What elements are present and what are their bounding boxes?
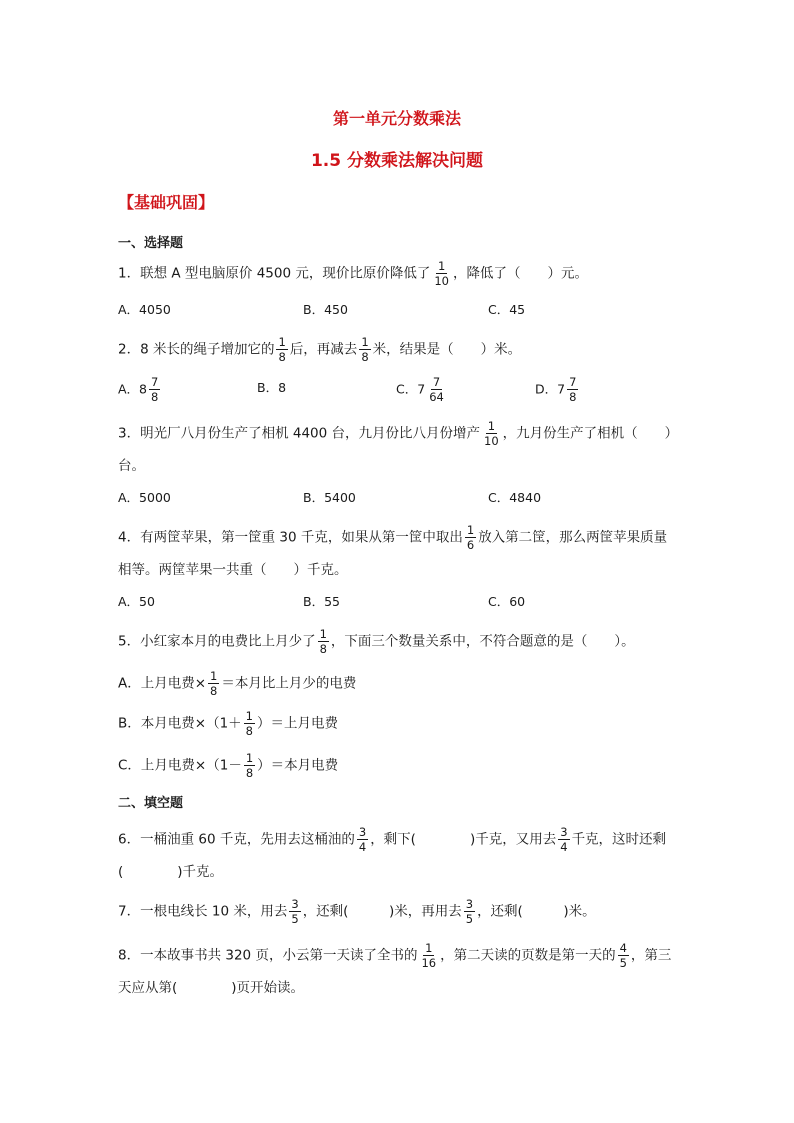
section-heading: 【基础巩固】 — [118, 193, 215, 212]
fraction: $\frac{1}{8}$ — [361, 335, 369, 364]
question-8-continued: 天应从第( )页开始读。 — [118, 980, 305, 996]
option-a: A．4050 — [118, 302, 171, 317]
question-4-continued: 相等。两筐苹果一共重（ ）千克。 — [118, 562, 348, 578]
part2-heading: 二、填空题 — [118, 796, 184, 811]
option-b: B．8 — [257, 380, 287, 395]
part1-heading: 一、选择题 — [118, 236, 184, 251]
fraction: $\frac{1}{10}$ — [434, 259, 449, 288]
option-b: B．450 — [303, 302, 348, 317]
page-title: 第一单元分数乘法 — [332, 109, 461, 128]
option-c: C．上月电费×（1－ $\frac{1}{8}$ ）＝本月电费 — [118, 751, 339, 780]
fraction: $\frac{1}{8}$ — [319, 627, 327, 656]
option-d: D．7 $\frac{7}{8}$ — [535, 375, 577, 404]
option-a: A．8 $\frac{7}{8}$ — [118, 375, 159, 404]
fraction: $\frac{1}{10}$ — [484, 419, 499, 448]
question-4: 4．有两筐苹果，第一筐重 30 千克，如果从第一筐中取出 $\frac{1}{6}$ 放入第二筐，那么两筐苹果质量 — [118, 523, 668, 552]
option-b: B．5400 — [303, 490, 356, 505]
fraction: $\frac{1}{8}$ — [278, 335, 286, 364]
question-1: 1．联想 A 型电脑原价 4500 元，现价比原价降低了 $\frac{1}{10}$ ，降低了（ ）元。 — [118, 259, 588, 288]
option-a: A．50 — [118, 594, 155, 609]
option-a: A．上月电费× $\frac{1}{8}$ ＝本月比上月少的电费 — [118, 669, 357, 698]
option-a: A．5000 — [118, 490, 171, 505]
question-2: 2．8 米长的绳子增加它的 $\frac{1}{8}$ 后，再减去 $\frac{1}{8}$ 米，结果是（ ）米。 — [118, 335, 522, 364]
question-3-continued: 台。 — [118, 458, 145, 474]
option-b: B．55 — [303, 594, 340, 609]
question-6-continued: ( )千克。 — [118, 864, 224, 880]
fraction: $\frac{1}{6}$ — [466, 523, 475, 552]
question-7: 7．一根电线长 10 米，用去 $\frac{3}{5}$ ，还剩( )米，再用去 $\frac{3}{5}$ ，还剩( )米。 — [118, 897, 596, 926]
question-5: 5．小红家本月的电费比上月少了 $\frac{1}{8}$ ，下面三个数量关系中，不符合题意的是（ ）。 — [118, 627, 635, 656]
question-8: 8．一本故事书共 320 页，小云第一天读了全书的 $\frac{1}{16}$ ，第二天读的页数是第一天的 $\frac{4}{5}$ ，第三 — [118, 941, 672, 970]
question-3: 3．明光厂八月份生产了相机 4400 台，九月份比八月份增产 $\frac{1}{10}$ ，九月份生产了相机（ ） — [118, 419, 679, 448]
option-c: C．45 — [488, 302, 526, 317]
question-6: 6．一桶油重 60 千克，先用去这桶油的 $\frac{3}{4}$ ，剩下( )千克，又用去 $\frac{3}{4}$ 千克，这时还剩 — [118, 825, 667, 854]
page-subtitle: 1.5 分数乘法解决问题 — [310, 151, 484, 171]
option-c: C．7 $\frac{7}{64}$ — [396, 375, 444, 404]
option-b: B．本月电费×（1＋ $\frac{1}{8}$ ）＝上月电费 — [118, 709, 338, 738]
option-c: C．4840 — [488, 490, 542, 505]
option-c: C．60 — [488, 594, 526, 609]
